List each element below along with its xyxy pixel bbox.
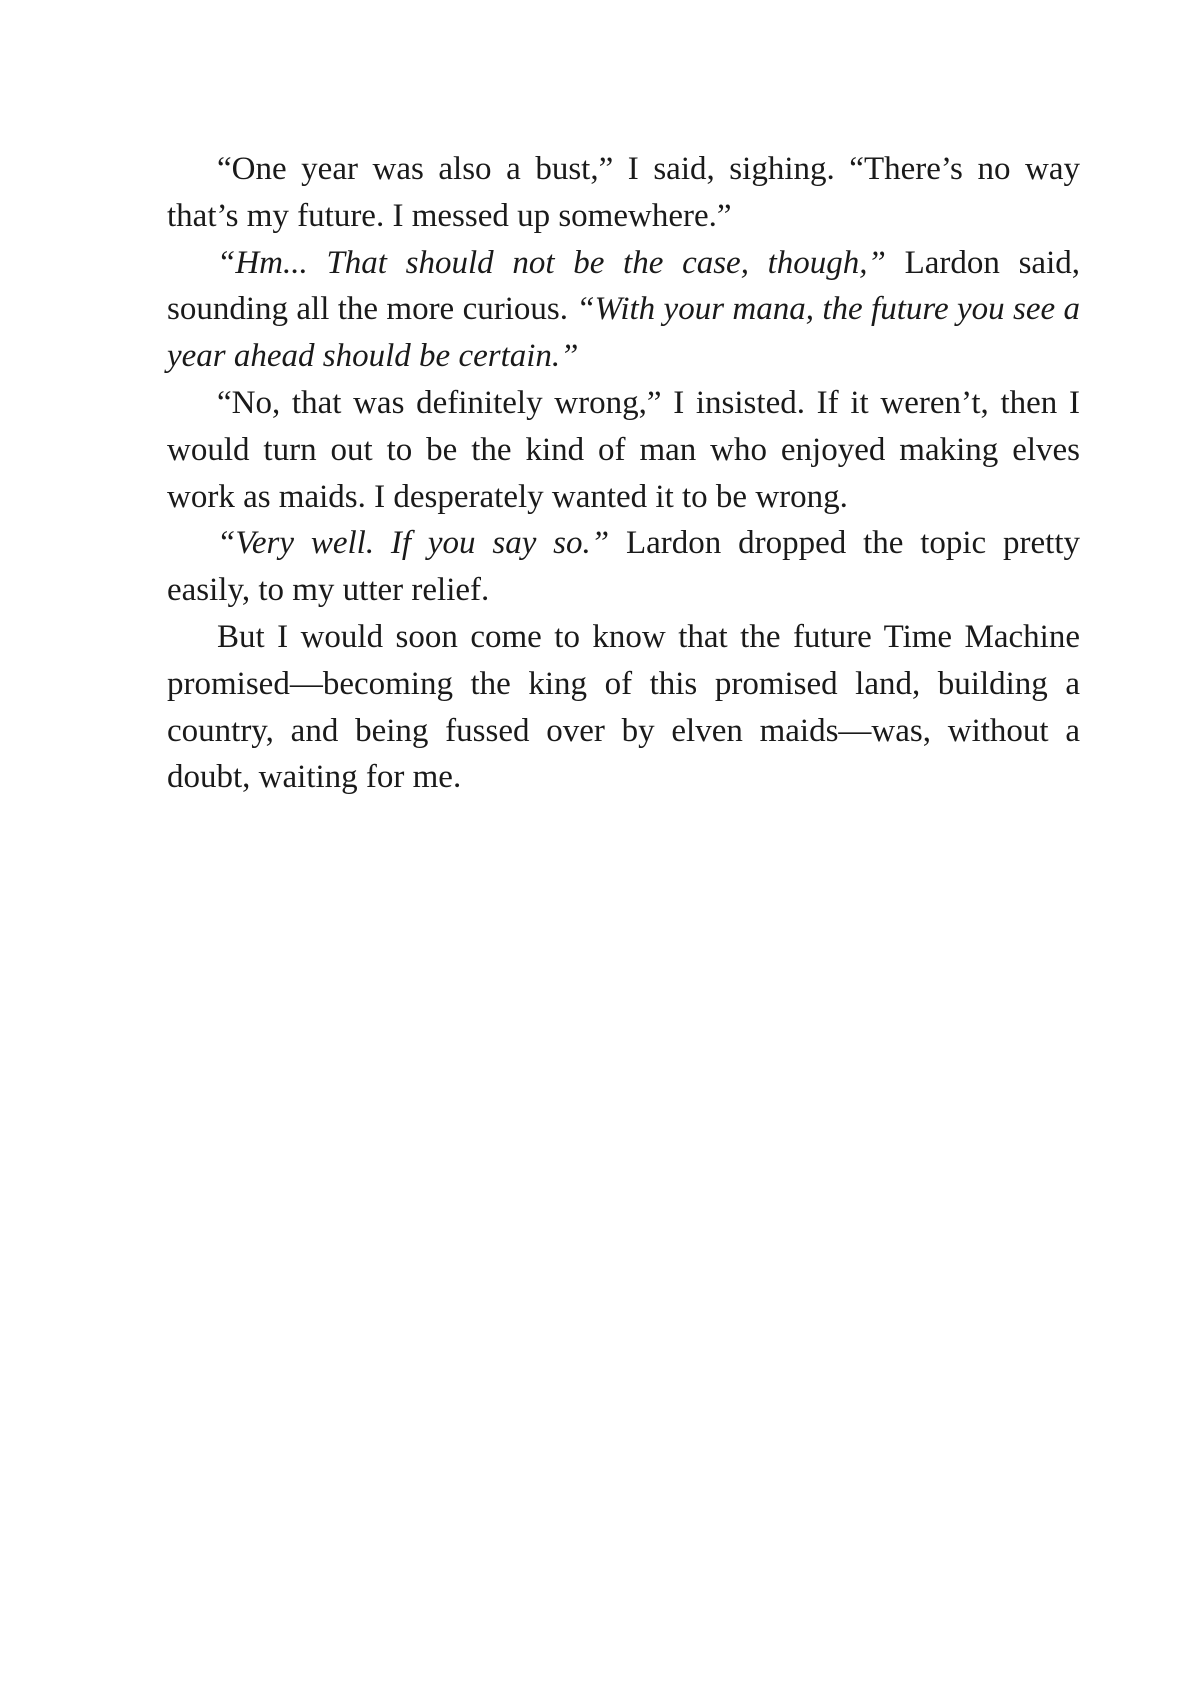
paragraph-4 (167, 520, 1080, 614)
italic-dialogue: “With your mana, the future you see a year ahead should be certain.” (167, 291, 1080, 375)
paragraph-text: Lardon said, sounding all the more curious. (167, 244, 1081, 328)
italic-dialogue: “Hm... That should not be the case, though,” (217, 244, 886, 281)
paragraph-5 (167, 614, 1080, 801)
paragraph-text: But I would soon come to know that the future Time Machine promised—becoming the king of this promised land, building a country, and being fussed over by elven maids—was, without a doubt, waiting for me. (167, 618, 1080, 796)
paragraph-3 (167, 380, 1080, 520)
page-body (167, 146, 1080, 801)
paragraph-text: “One year was also a bust,” I said, sighing. “There’s no way that’s my future. I messed up somewhere.” (167, 151, 1080, 234)
paragraph-text: “No, that was definitely wrong,” I insisted. If it weren’t, then I would turn out to be the kind of man who enjoyed making elves work as maids. I desperately wanted it to be wrong. (167, 384, 1080, 515)
paragraph-1 (167, 146, 1080, 240)
paragraph-2 (167, 240, 1080, 380)
paragraph-text: Lardon dropped the topic pretty easily, to my utter relief. (167, 525, 1080, 609)
italic-dialogue: “Very well. If you say so.” (217, 525, 610, 562)
